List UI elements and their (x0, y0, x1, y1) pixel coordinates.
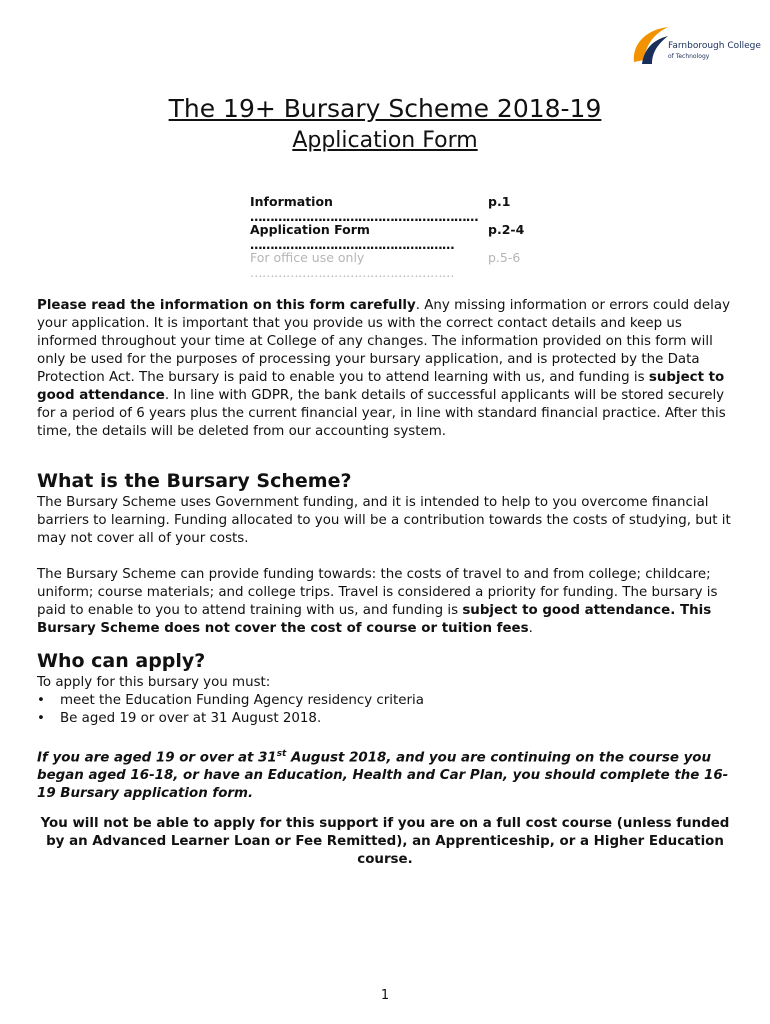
age-note: If you are aged 19 or over at 31st August 2018, and you are continuing on the course you began aged 16-18, or have an Education, Health and Car Plan, you should complete the 16-19 Bursary application form. (37, 749, 729, 802)
page-title: The 19+ Bursary Scheme 2018-19 (168, 94, 602, 123)
table-of-contents (250, 194, 530, 278)
toc-page: p.5-6 (488, 250, 521, 265)
toc-leader-dots: …………………………………………… (250, 237, 454, 252)
toc-row-office-use (250, 250, 530, 278)
who-can-apply-heading: Who can apply? (37, 650, 206, 672)
intro-lead: Please read the information on this form carefully (37, 298, 416, 313)
toc-page: p.2-4 (488, 222, 525, 237)
toc-label: Application Form (250, 222, 370, 237)
eligibility-warning: You will not be able to apply for this support if you are on a full cost course (unless funded by an Advanced Learner Loan or Fee Remitted), an Apprenticeship, or a Higher Education course. (40, 816, 730, 867)
page-number: 1 (380, 988, 390, 1003)
toc-page: p.1 (488, 194, 511, 209)
college-swoosh-logo-icon (630, 24, 670, 66)
bursary-paragraph-2: The Bursary Scheme can provide funding towards: the costs of travel to and from college; childcare; uniform; course materials; and college trips. Travel is considered a priority for funding. The bursary is paid to enable to you to attend training with us, and funding is subject to good attendance. This Bursary Scheme does not cover the cost of course or tuition fees. (37, 567, 718, 636)
eligibility-list (37, 692, 424, 728)
list-item: • Be aged 19 or over at 31 August 2018. (37, 711, 322, 726)
page-subtitle: Application Form (292, 128, 478, 153)
bursary-heading: What is the Bursary Scheme? (37, 470, 352, 492)
toc-leader-dots: ………………………………………………… (250, 209, 478, 224)
toc-label: For office use only (250, 250, 365, 265)
toc-leader-dots: …………………………………………… (250, 265, 454, 280)
apply-intro: To apply for this bursary you must: (37, 675, 271, 690)
logo-college-subtitle: of Technology (668, 53, 710, 60)
bursary-paragraph-1: The Bursary Scheme uses Government funding, and it is intended to help to you overcome financial barriers to learning. Funding allocated to you will be a contribution towards the costs of studying, but it may not cover all of your costs. (37, 495, 731, 546)
logo-college-name: Farnborough College (668, 41, 761, 51)
toc-label: Information (250, 194, 333, 209)
toc-row-information (250, 194, 530, 222)
list-item: • meet the Education Funding Agency residency criteria (37, 693, 424, 708)
college-logo (630, 24, 760, 70)
toc-row-application-form (250, 222, 530, 250)
intro-paragraph: Please read the information on this form carefully. Any missing information or errors could delay your application. It is important that you provide us with the correct contact details and keep us informed throughout your time at College of any changes. The information provided on this form will only be used for the purposes of processing your bursary application, and is protected by the Data Protection Act. The bursary is paid to enable you to attend learning with us, and funding is subject to good attendance. In line with GDPR, the bank details of successful applicants will be stored securely for a period of 6 years plus the current financial year, in line with standard financial practice. After this time, the details will be deleted from our accounting system. (37, 298, 731, 439)
